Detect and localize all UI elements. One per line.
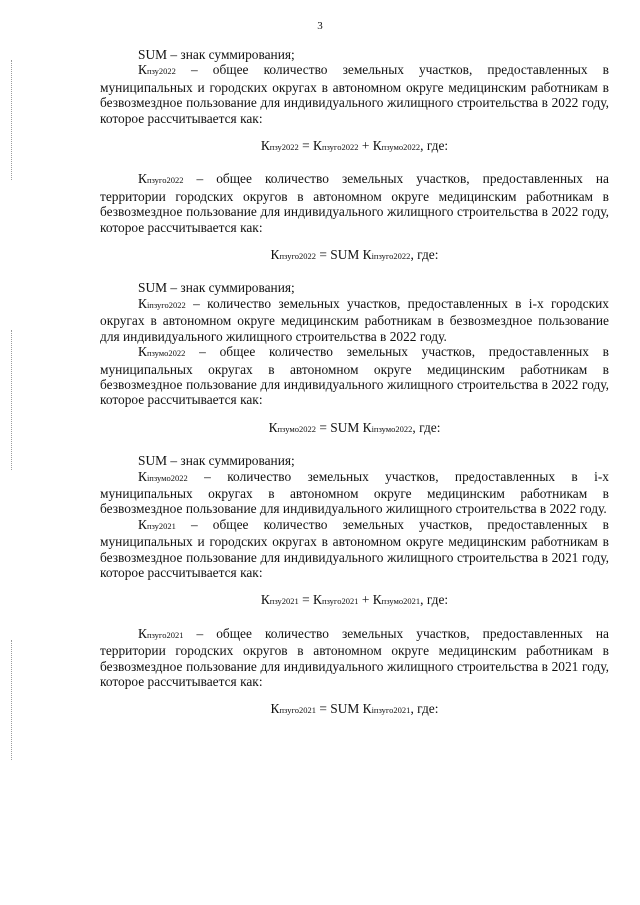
- text-run: = SUM К: [316, 419, 372, 435]
- variable-subscript: пзу2022: [269, 142, 299, 153]
- document-body: [100, 47, 609, 735]
- text-run: SUM – знак суммирования;: [138, 453, 295, 469]
- text-run: , где:: [410, 701, 439, 717]
- text-run: + К: [358, 138, 382, 154]
- text-run: К: [138, 295, 147, 311]
- variable-subscript: пзу2021: [269, 596, 299, 607]
- text-run: , где:: [410, 247, 439, 263]
- text-run: К: [138, 344, 147, 360]
- formula: [100, 247, 609, 264]
- text-run: , где:: [412, 419, 441, 435]
- text-run: К: [270, 701, 280, 717]
- variable-subscript: пзумо2022: [146, 348, 186, 359]
- variable-subscript: iпзуго2022: [371, 251, 411, 262]
- paragraph: [100, 469, 609, 517]
- variable-subscript: iпзумо2022: [371, 423, 413, 434]
- text-run: , где:: [420, 592, 449, 608]
- paragraph: [100, 626, 609, 690]
- text-run: К: [138, 625, 147, 641]
- scan-edge-mark: [11, 330, 13, 470]
- text-run: К: [260, 592, 270, 608]
- text-run: К: [138, 171, 147, 187]
- paragraph: [100, 280, 609, 295]
- paragraph: [100, 344, 609, 408]
- text-run: , где:: [420, 138, 449, 154]
- text-run: – общее количество земельных участков, предоставленных на территории городских округов в автономном округе медицинским работникам в безвозмездное пользование для индивидуального жилищного строительства в 2021 году, которое рассчитывается как:: [100, 625, 609, 689]
- variable-subscript: пзумо2021: [381, 596, 421, 607]
- text-run: К: [260, 138, 270, 154]
- paragraph: [100, 517, 609, 581]
- formula: [100, 420, 609, 437]
- text-run: – общее количество земельных участков, предоставленных в муниципальных и городских округах в автономном округе медицинским работникам в безвозмездное пользование для индивидуального жилищного строительства в 2021 году, которое рассчитывается как:: [100, 516, 609, 580]
- variable-subscript: iпзуго2021: [371, 705, 411, 716]
- variable-subscript: пзу2022: [146, 66, 176, 77]
- variable-subscript: пзуго2021: [321, 596, 359, 607]
- text-run: = К: [298, 138, 322, 154]
- text-run: – общее количество земельных участков, предоставленных в муниципальных округах в автономном округе медицинским работникам в безвозмездное пользование для индивидуального жилищного строительства в 2022 году, которое рассчитывается как:: [100, 344, 609, 408]
- paragraph: [100, 453, 609, 468]
- text-run: К: [138, 62, 147, 78]
- paragraph: [100, 296, 609, 344]
- paragraph: [100, 47, 609, 62]
- scan-edge-mark: [11, 60, 13, 180]
- text-run: = К: [298, 592, 322, 608]
- variable-subscript: пзуго2022: [321, 142, 359, 153]
- variable-subscript: iпзумо2022: [146, 472, 188, 483]
- text-run: – количество земельных участков, предоставленных в i-х муниципальных округах в автономном округе медицинским работникам в безвозмездное пользование для индивидуального жилищного строительства в 2022 году.: [100, 468, 609, 517]
- text-run: – общее количество земельных участков, предоставленных на территории городских округов в автономном округе медицинским работникам в безвозмездное пользование для индивидуального жилищного строительства в 2022 году, которое рассчитывается как:: [100, 171, 609, 235]
- variable-subscript: пзумо2022: [277, 423, 316, 434]
- variable-subscript: пзуго2021: [279, 705, 316, 716]
- text-run: SUM – знак суммирования;: [138, 280, 295, 296]
- text-run: SUM – знак суммирования;: [138, 47, 295, 62]
- variable-subscript: пзумо2022: [381, 142, 421, 153]
- text-run: – общее количество земельных участков, предоставленных в муниципальных и городских округах в автономном округе медицинским работникам в безвозмездное пользование для индивидуального жилищного строительства в 2022 году, которое рассчитывается как:: [100, 62, 609, 126]
- variable-subscript: пзуго2022: [146, 175, 184, 186]
- variable-subscript: пзуго2022: [279, 251, 316, 262]
- formula: [100, 138, 609, 155]
- formula: [100, 701, 609, 718]
- variable-subscript: пзуго2021: [146, 629, 184, 640]
- scan-edge-mark: [11, 640, 13, 760]
- paragraph: [100, 62, 609, 126]
- text-run: + К: [358, 592, 382, 608]
- variable-subscript: iпзуго2022: [146, 299, 186, 310]
- page-number: 3: [317, 20, 323, 32]
- text-run: К: [268, 419, 278, 435]
- text-run: – количество земельных участков, предоставленных в i-х городских округах в автономном округе медицинским работникам в безвозмездное пользование для индивидуального жилищного строительства в 2022 году.: [100, 295, 609, 344]
- text-run: К: [138, 468, 147, 484]
- text-run: = SUM К: [316, 247, 372, 263]
- text-run: = SUM К: [316, 701, 372, 717]
- paragraph: [100, 171, 609, 235]
- formula: [100, 592, 609, 609]
- text-run: К: [138, 516, 147, 532]
- text-run: К: [270, 247, 280, 263]
- variable-subscript: пзу2021: [146, 520, 176, 531]
